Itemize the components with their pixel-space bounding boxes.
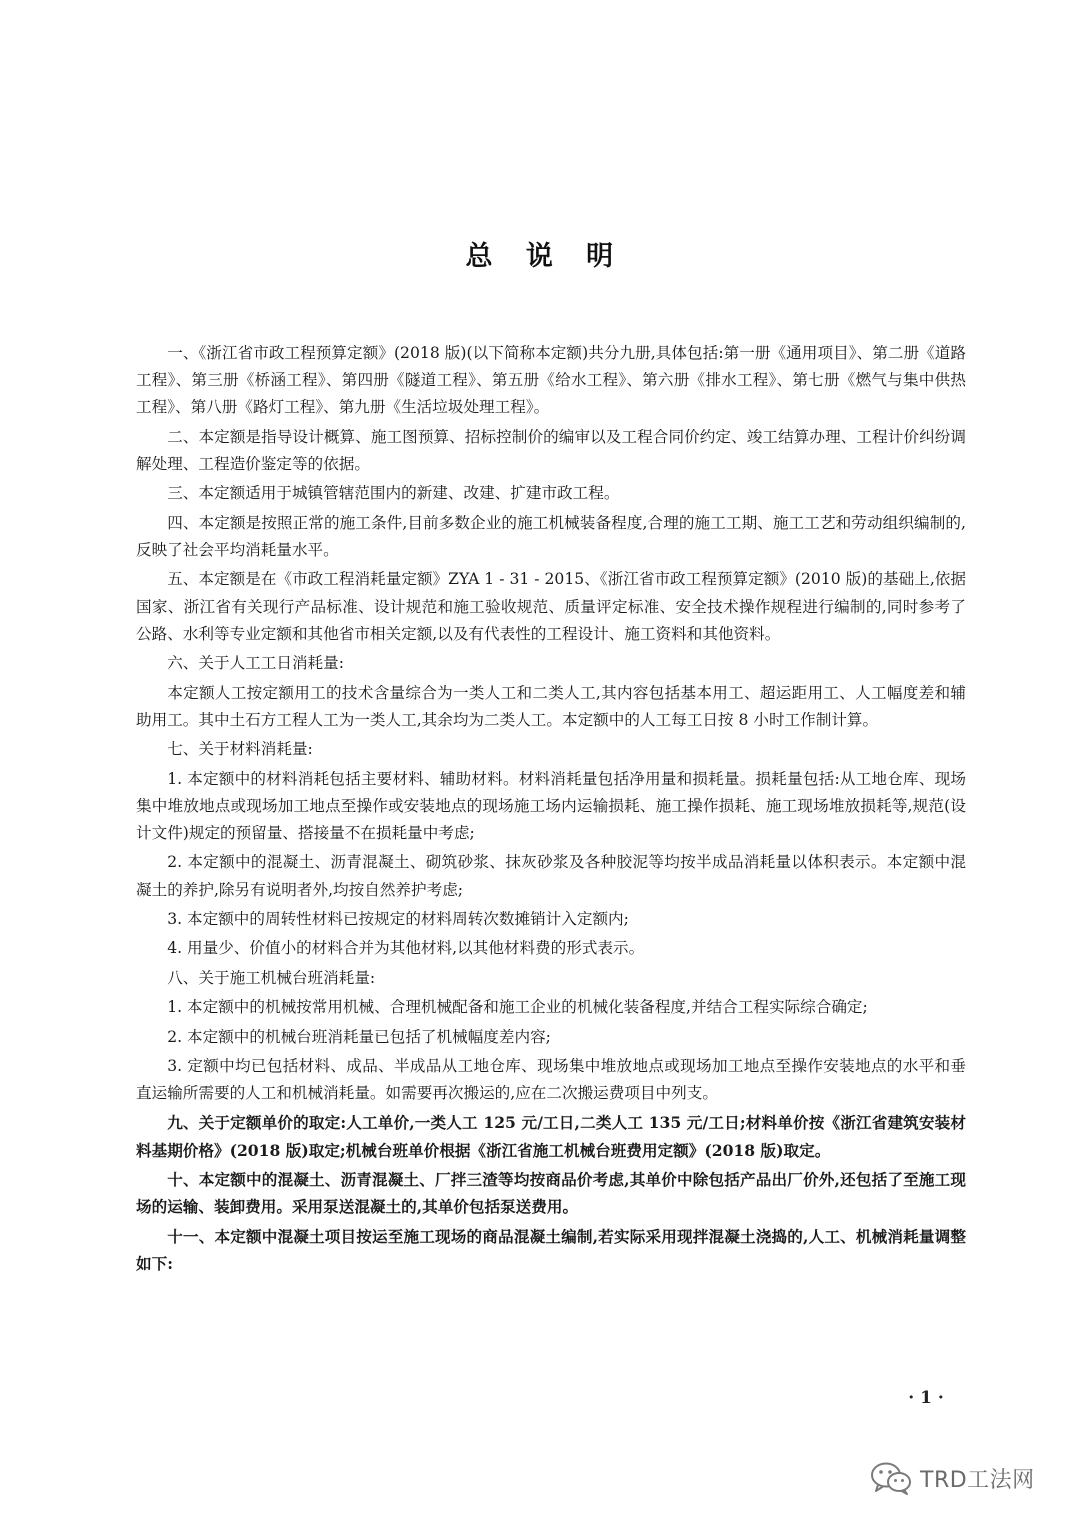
paragraph-11: 十一、本定额中混凝土项目按运至施工现场的商品混凝土编制,若实际采用现拌混凝土浇捣的,人工、机械消耗量调整如下: [136, 1226, 966, 1273]
paragraph-9: 九、关于定额单价的取定:人工单价,一类人工 125 元/工日,二类人工 135 元/工日;材料单价按《浙江省建筑安装材料基期价格》(2018 版)取定;机械台班单价根据《浙江省施工机械台班费用定额》(2018 版)取定。 [136, 1113, 966, 1160]
wechat-icon [870, 1461, 912, 1495]
paragraph-8-item-2: 2. 本定额中的机械台班消耗量已包括了机械幅度差内容; [167, 1027, 551, 1046]
paragraph-7-item-2: 2. 本定额中的混凝土、沥青混凝土、砌筑砂浆、抹灰砂浆及各种胶泥等均按半成品消耗量以体积表示。本定额中混凝土的养护,除另有说明者外,均按自然养护考虑; [136, 853, 966, 899]
paragraph-7-item-1: 1. 本定额中的材料消耗包括主要材料、辅助材料。材料消耗量包括净用量和损耗量。损耗量包括:从工地仓库、现场集中堆放地点或现场加工地点至操作或安装地点的现场施工场内运输损耗、施工操作损耗、施工现场堆放损耗等,规范(设计文件)规定的预留量、搭接量不在损耗量中考虑; [136, 769, 966, 842]
paragraph-8-item-1: 1. 本定额中的机械按常用机械、合理机械配备和施工企业的机械化装备程度,并结合工程实际综合确定; [167, 998, 868, 1017]
section-heading-8: 八、关于施工机械台班消耗量: [167, 968, 376, 987]
paragraph-2: 二、本定额是指导设计概算、施工图预算、招标控制价的编审以及工程合同价约定、竣工结算办理、工程计价纠纷调解处理、工程造价鉴定等的依据。 [136, 427, 966, 473]
paragraph-8-item-3: 3. 定额中均已包括材料、成品、半成品从工地仓库、现场集中堆放地点或现场加工地点至操作安装地点的水平和垂直运输所需要的人工和机械消耗量。如需要再次搬运的,应在二次搬运费项目中列支。 [136, 1056, 966, 1103]
document-body [136, 340, 966, 1279]
watermark-text: TRD工法网 [920, 1467, 1035, 1493]
title-char: 总 [465, 241, 494, 272]
paragraph-1: 一、《浙江省市政工程预算定额》(2018 版)(以下简称本定额)共分九册,具体包括:第一册《通用项目》、第二册《道路工程》、第三册《桥涵工程》、第四册《隧道工程》、第五册《给水工程》、第六册《排水工程》、第七册《燃气与集中供热工程》、第八册《路灯工程》、第九册《生活垃圾处理工程》。 [136, 344, 966, 417]
title-char: 说 [525, 241, 555, 272]
paragraph-3: 三、本定额适用于城镇管辖范围内的新建、改建、扩建市政工程。 [167, 484, 620, 503]
paragraph-7-item-4: 4. 用量少、价值小的材料合并为其他材料,以其他材料费的形式表示。 [167, 939, 645, 958]
page-number: · 1 · [908, 1388, 944, 1408]
section-heading-7: 七、关于材料消耗量: [167, 740, 313, 759]
section-heading-6: 六、关于人工工日消耗量: [167, 654, 344, 673]
watermark [870, 1458, 1035, 1498]
paragraph-4: 四、本定额是按照正常的施工条件,目前多数企业的施工机械装备程度,合理的施工工期、施工工艺和劳动组织编制的,反映了社会平均消耗量水平。 [136, 513, 966, 559]
paragraph-7-item-3: 3. 本定额中的周转性材料已按规定的材料周转次数摊销计入定额内; [167, 909, 629, 928]
paragraph-10: 十、本定额中的混凝土、沥青混凝土、厂拌三渣等均按商品价考虑,其单价中除包括产品出厂价外,还包括了至施工现场的运输、装卸费用。采用泵送混凝土的,其单价包括泵送费用。 [136, 1170, 966, 1217]
title-char: 明 [586, 241, 615, 272]
paragraph-6-body: 本定额人工按定额用工的技术含量综合为一类人工和二类人工,其内容包括基本用工、超运距用工、人工幅度差和辅助用工。其中土石方工程人工为一类人工,其余均为二类人工。本定额中的人工每工日按 8 小时工作制计算。 [136, 683, 966, 729]
paragraph-5: 五、本定额是在《市政工程消耗量定额》ZYA 1 - 31 - 2015、《浙江省市政工程预算定额》(2010 版)的基础上,依据国家、浙江省有关现行产品标准、设计规范和施工验收规范、质量评定标准、安全技术操作规程进行编制的,同时参考了公路、水利等专业定额和其他省市相关定额,以及有代表性的工程设计、施工资料和其他资料。 [136, 570, 966, 643]
page-title [0, 234, 1080, 273]
